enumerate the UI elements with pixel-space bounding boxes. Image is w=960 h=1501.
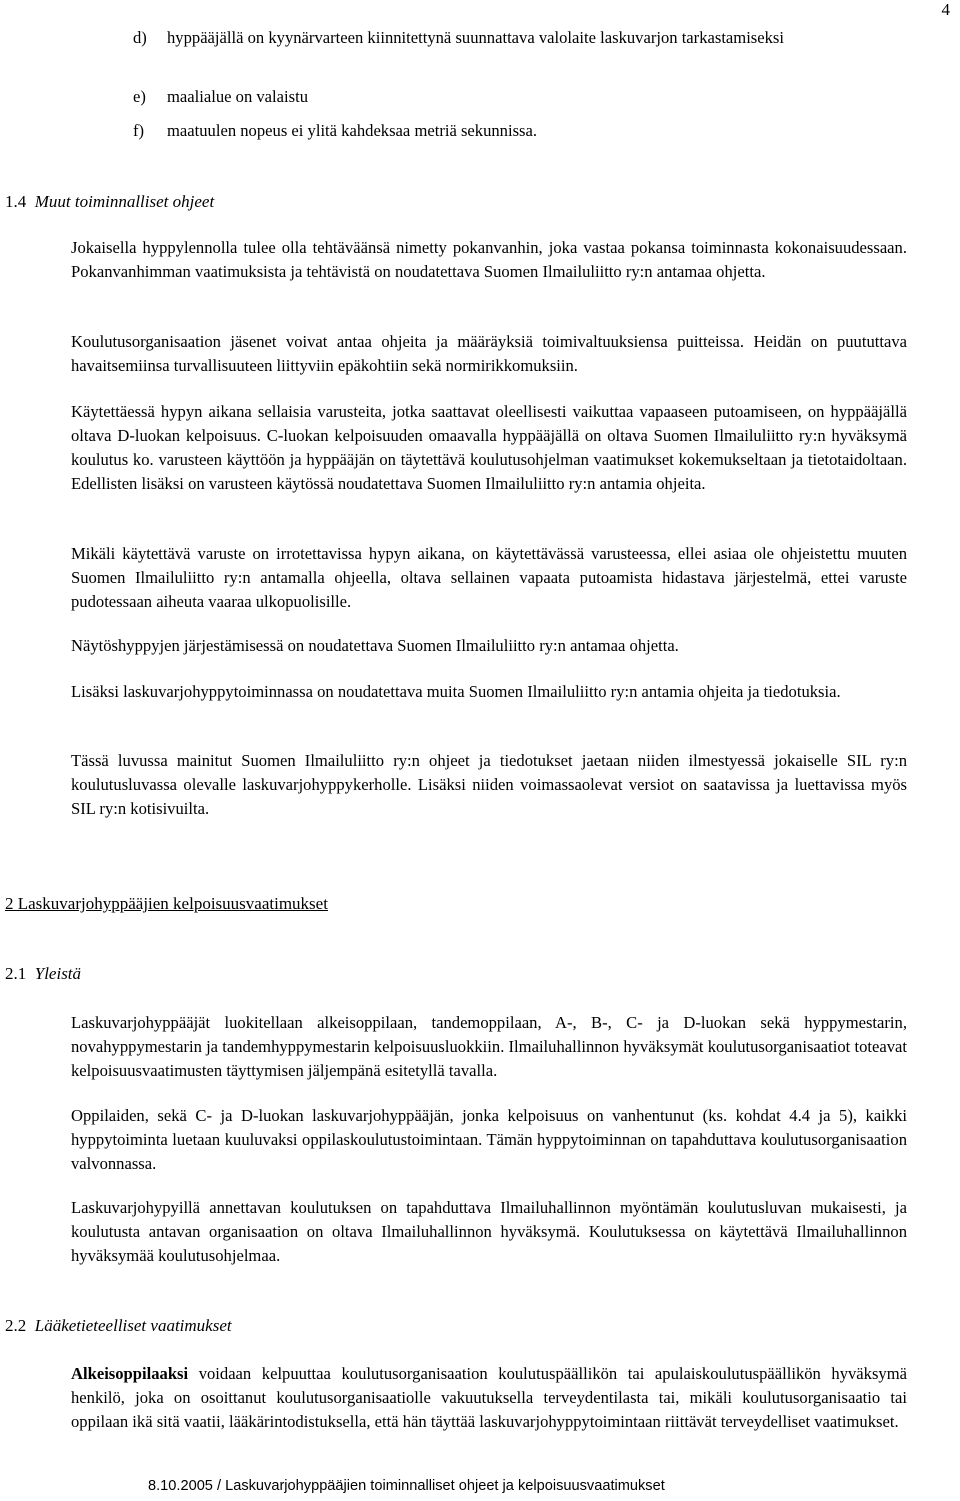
paragraph: Oppilaiden, sekä C- ja D-luokan laskuvarjohyppääjän, jonka kelpoisuus on vanhentunut (ks. kohdat 4.4 ja 5), kaikki hyppytoiminta luetaan kuuluvaksi oppilaskoulutustoimintaan. Tämän hyppytoiminnan on tapahduttava koulutusorganisaation valvonnassa. xyxy=(71,1106,907,1173)
section-heading-1-4 xyxy=(5,190,214,214)
section-title: Muut toiminnalliset ohjeet xyxy=(34,192,215,211)
section-heading-2-2 xyxy=(5,1314,232,1338)
paragraph: Tässä luvussa mainitut Suomen Ilmailuliitto ry:n ohjeet ja tiedotukset jaetaan niiden ilmestyessä jokaiselle SIL ry:n koulutusluvassa olevalle laskuvarjohyppykerholle. Lisäksi niiden voimassaolevat versiot on saatavissa ja luettavissa myös SIL ry:n kotisivuilta. xyxy=(71,751,907,818)
paragraph: Koulutusorganisaation jäsenet voivat antaa ohjeita ja määräyksiä toimivaltuuksiensa puitteissa. Heidän on puututtava havaitsemiinsa turvallisuuteen liittyviin epäkohtiin sekä normirikkomuksiin. xyxy=(71,332,907,375)
page-footer: 8.10.2005 / Laskuvarjohyppääjien toiminnalliset ohjeet ja kelpoisuusvaatimukset xyxy=(148,1478,665,1494)
paragraph: Jokaisella hyppylennolla tulee olla tehtäväänsä nimetty pokanvanhin, joka vastaa pokansa toiminnasta kokonaisuudessaan. Pokanvanhimman vaatimuksista ja tehtävistä on noudatettava Suomen Ilmailuliitto ry:n antamaa ohjetta. xyxy=(71,238,907,281)
list-marker: e) xyxy=(133,87,146,106)
section-title: Lääketieteelliset vaatimukset xyxy=(34,1316,232,1335)
section-heading-2-1 xyxy=(5,962,81,986)
section-title: Yleistä xyxy=(34,964,82,983)
list-text: hyppääjällä on kyynärvarteen kiinnitettynä suunnattava valolaite laskuvarjon tarkastamiseksi xyxy=(167,28,784,47)
paragraph: Laskuvarjohypyillä annettavan koulutuksen on tapahduttava Ilmailuhallinnon myöntämän koulutusluvan mukaisesti, ja koulutusta antavan organisaation on oltava Ilmailuhallinnon hyväksymä. Koulutuksessa on käytettävä Ilmailuhallinnon hyväksymää koulutusohjelmaa. xyxy=(71,1198,907,1265)
paragraph xyxy=(71,1362,907,1434)
list-item xyxy=(133,26,909,50)
list-text: maalialue on valaistu xyxy=(167,87,308,106)
list-item xyxy=(133,119,909,143)
paragraph: Käytettäessä hypyn aikana sellaisia varusteita, jotka saattavat oleellisesti vaikuttaa vapaaseen putoamiseen, on hyppääjällä oltava D-luokan kelpoisuus. C-luokan kelpoisuuden omaavalla hyppääjällä on oltava Suomen Ilmailuliitto ry:n hyväksymä koulutus ko. varusteen käyttöön ja hyppääjän on täytettävä koulutusohjelman vaatimukset kokemukseltaan ja tietotaidoltaan. Edellisten lisäksi on varusteen käytössä noudatettava Suomen Ilmailuliitto ry:n antamia ohjeita. xyxy=(71,402,907,493)
page-number: 4 xyxy=(941,0,950,19)
section-number: 2.1 xyxy=(5,964,27,983)
lead-term: Alkeisoppilaaksi xyxy=(71,1364,189,1383)
list-item xyxy=(133,85,909,109)
paragraph: Laskuvarjohyppääjät luokitellaan alkeisoppilaan, tandemoppilaan, A-, B-, C- ja D-luokan sekä hyppymestarin, novahyppymestarin ja tandemhyppymestarin kelpoisuusluokkiin. Ilmailuhallinnon hyväksymät koulutusorganisaatiot toteavat kelpoisuusvaatimusten täyttymisen jäljempänä esitetyllä tavalla. xyxy=(71,1013,907,1080)
list-marker: d) xyxy=(133,28,147,47)
paragraph: Mikäli käytettävä varuste on irrotettavissa hypyn aikana, on käytettävässä varusteessa, ellei asiaa ole ohjeistettu muuten Suomen Ilmailuliitto ry:n antamalla ohjeella, oltava sellainen vapaata putoamista hidastava järjestelmä, ettei varuste pudotessaan aiheuta vaaraa ulkopuolisille. xyxy=(71,544,907,611)
paragraph-rest: voidaan kelpuuttaa koulutusorganisaation koulutuspäällikön tai apulaiskoulutuspäällikön hyväksymä henkilö, joka on osoittanut koulutusorganisaatiolle vakuutuksella terveydentilasta tai, mikäli koulutusorganisaatio tai oppilaan ikä sitä vaatii, lääkärintodistuksella, että hän täyttää laskuvarjohyppytoimintaan riittävät terveydelliset vaatimukset. xyxy=(71,1364,907,1431)
chapter-heading: 2 Laskuvarjohyppääjien kelpoisuusvaatimukset xyxy=(5,894,328,913)
section-number: 2.2 xyxy=(5,1316,27,1335)
list-marker: f) xyxy=(133,121,145,140)
paragraph: Näytöshyppyjen järjestämisessä on noudatettava Suomen Ilmailuliitto ry:n antamaa ohjetta. xyxy=(71,636,679,655)
list-text: maatuulen nopeus ei ylitä kahdeksaa metriä sekunnissa. xyxy=(167,121,538,140)
section-number: 1.4 xyxy=(5,192,27,211)
paragraph: Lisäksi laskuvarjohyppytoiminnassa on noudatettava muita Suomen Ilmailuliitto ry:n antamia ohjeita ja tiedotuksia. xyxy=(71,682,841,701)
